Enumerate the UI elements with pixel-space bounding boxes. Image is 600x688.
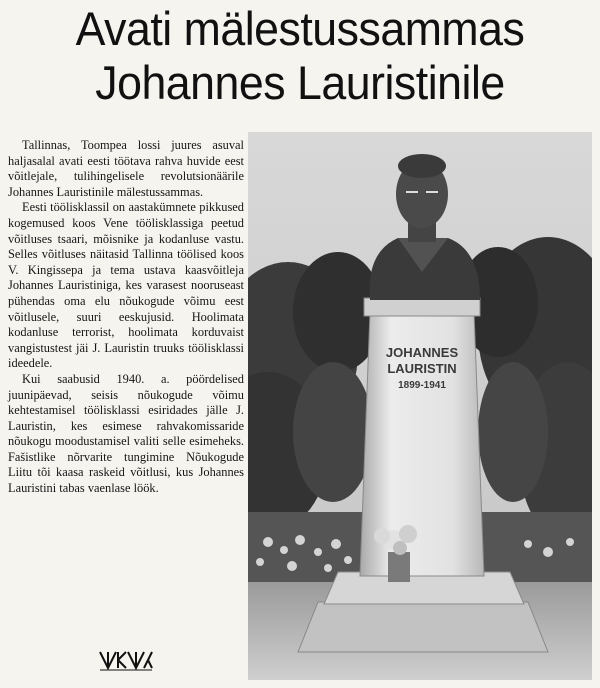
monument-photo [248,132,592,680]
author-signature-mark [98,648,154,672]
article-paragraph-1: Tallinnas, Toompea lossi juures asuval haljasalal avati eesti töötava rahva huvide eest võitlejale, tulihingelisele revolutsionäärile Johannes Lauristinile mälestussammas. [8,138,244,199]
article-paragraph-3: Kui saabusid 1940. a. pöördelised juunipäevad, seisis nõukogude võimu kehtestamisel töölisklassi esiridades jälle J. Lauristin, kes esimese rahvakomissaride nõukogu moodustamisel valiti selle esimeheks. Fašistlike nõrvarite tungimine Nõukogude Liitu tõi kaasa raskeid võitlusi, kus Johannes Lauristini tabas vaenlase löök. [8,371,244,496]
pedestal-inscription-line-2: LAURISTIN [387,361,457,376]
monument-photo-svg [248,132,592,680]
pedestal-inscription-line-3: 1899-1941 [398,380,446,391]
headline [0,2,600,110]
headline-line-1: Avati mälestussammas [75,2,525,55]
monument-base-step [298,602,548,652]
pedestal-inscription-line-1: JOHANNES [385,345,459,360]
pedestal-cap [364,298,480,316]
article-paragraph-2: Eesti töölisklassil on aastakümnete pikkused kogemused koos Vene töölisklassiga peetud võitluses tsaari, mõisnike ja kodanluse vastu. Selles võitluses näitasid Tallinna töölised koos V. Kingissepa ja tema ustava kaasvõitleja Johannes Lauristiniga, kes varasest nooruseast pühendas oma elu nõukogude võimu eest võitlusele, suuri eeskujusid. Hoolimata kodanluse terrorist, hoolimata korduvaist vangistustest jäi J. Lauristin truuks töölisklassi ideedele. [8,200,244,371]
monument-base-plinth [324,572,524,604]
article-body [8,138,244,497]
headline-line-2: Johannes Lauristinile [95,56,505,109]
